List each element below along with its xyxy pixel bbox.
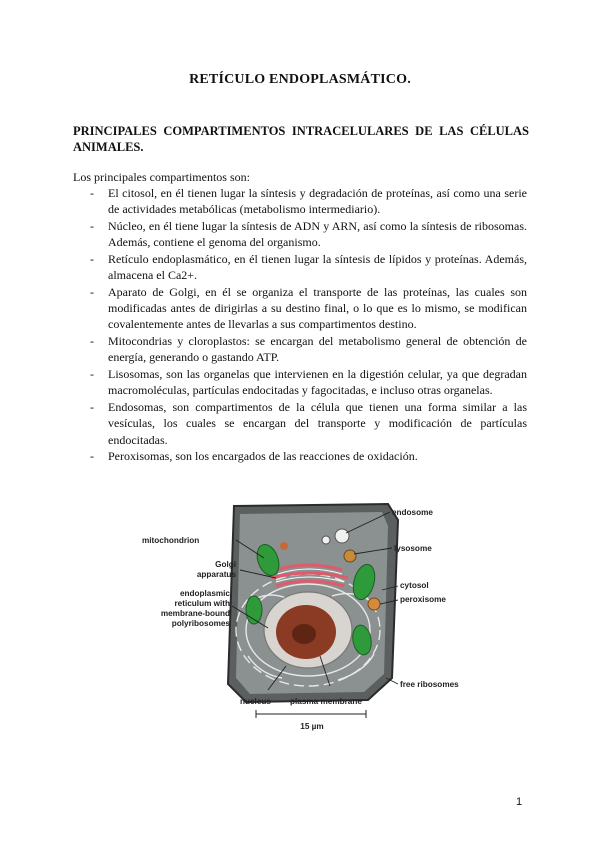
label-er-1: endoplasmic	[179, 589, 230, 598]
list-item: - Endosomas, son compartimentos de la célula que tienen una forma similar a las vesículas, los cuales se encargan del transporte y modificación de partículas endocitadas.	[90, 400, 527, 447]
label-er-3: membrane-bound	[160, 609, 230, 618]
list-item: - Mitocondrias y cloroplastos: se encargan del metabolismo general de obtención de energía, generando o gastando ATP.	[90, 334, 527, 365]
lysosome	[344, 550, 356, 562]
label-endosome: endosome	[392, 508, 433, 517]
list-item: - El citosol, en él tienen lugar la síntesis y degradación de proteínas, así como una serie de actividades metabólicas (metabolismo intermediario).	[90, 186, 527, 217]
bullet-marker: -	[90, 252, 94, 266]
label-lysosome: lysosome	[394, 544, 432, 553]
list-item: - Aparato de Golgi, en él se organiza el transporte de las proteínas, las cuales son modificadas antes de dirigirlas a su destino final, o lo que es lo mismo, se modifican covalentemente antes de llevarlas a sus compartimentos destino.	[90, 285, 527, 332]
list-item: - Lisosomas, son las organelas que intervienen en la digestión celular, ya que degradan macromoléculas, partículas endocitadas y fagocitadas, e incluso otras organelas.	[90, 367, 527, 398]
peroxisome	[368, 598, 380, 610]
page-title: RETÍCULO ENDOPLASMÁTICO.	[189, 72, 411, 87]
list-item: - Peroxisomas, son los encargados de las reacciones de oxidación.	[90, 449, 418, 464]
label-er-4: polyribosomes	[171, 619, 230, 628]
endosome	[335, 529, 349, 543]
bullet-marker: -	[90, 400, 94, 415]
label-mitochondrion: mitochondrion	[142, 536, 200, 545]
nucleolus	[292, 624, 316, 644]
label-peroxisome: peroxisome	[400, 595, 446, 604]
list-item: - Núcleo, en él tiene lugar la síntesis de ADN y ARN, así como la síntesis de ribosomas. Además, contiene el genoma del organismo.	[90, 219, 527, 250]
bullet-marker: -	[90, 285, 94, 299]
label-er-2: reticulum with	[174, 599, 230, 608]
label-plasma-membrane: plasma membrane	[290, 697, 362, 706]
bullet-marker: -	[90, 449, 94, 464]
compartments-list	[90, 185, 527, 465]
label-nucleus: nucleus	[240, 697, 271, 706]
label-golgi-2: apparatus	[196, 570, 236, 579]
bullet-marker: -	[90, 219, 94, 233]
label-cytosol: cytosol	[400, 581, 429, 590]
label-free-ribosomes: free ribosomes	[400, 680, 459, 689]
section-heading: PRINCIPALES COMPARTIMENTOS INTRACELULARES DE LAS CÉLULAS ANIMALES.	[73, 124, 529, 154]
bullet-marker: -	[90, 367, 94, 382]
small-vesicle	[280, 542, 288, 550]
scale-bar	[256, 710, 366, 718]
intro-text: Los principales compartimentos son:	[73, 170, 250, 184]
bullet-marker: -	[90, 186, 94, 200]
label-scale: 15 µm	[300, 722, 324, 731]
endosome	[322, 536, 330, 544]
list-item: - Retículo endoplasmático, en él tienen lugar la síntesis de lípidos y proteínas. Además, almacena el Ca2+.	[90, 252, 527, 283]
bullet-marker: -	[90, 334, 94, 349]
animal-cell-diagram	[136, 478, 476, 743]
page-number: 1	[516, 796, 523, 808]
label-golgi-1: Golgi	[215, 560, 236, 569]
